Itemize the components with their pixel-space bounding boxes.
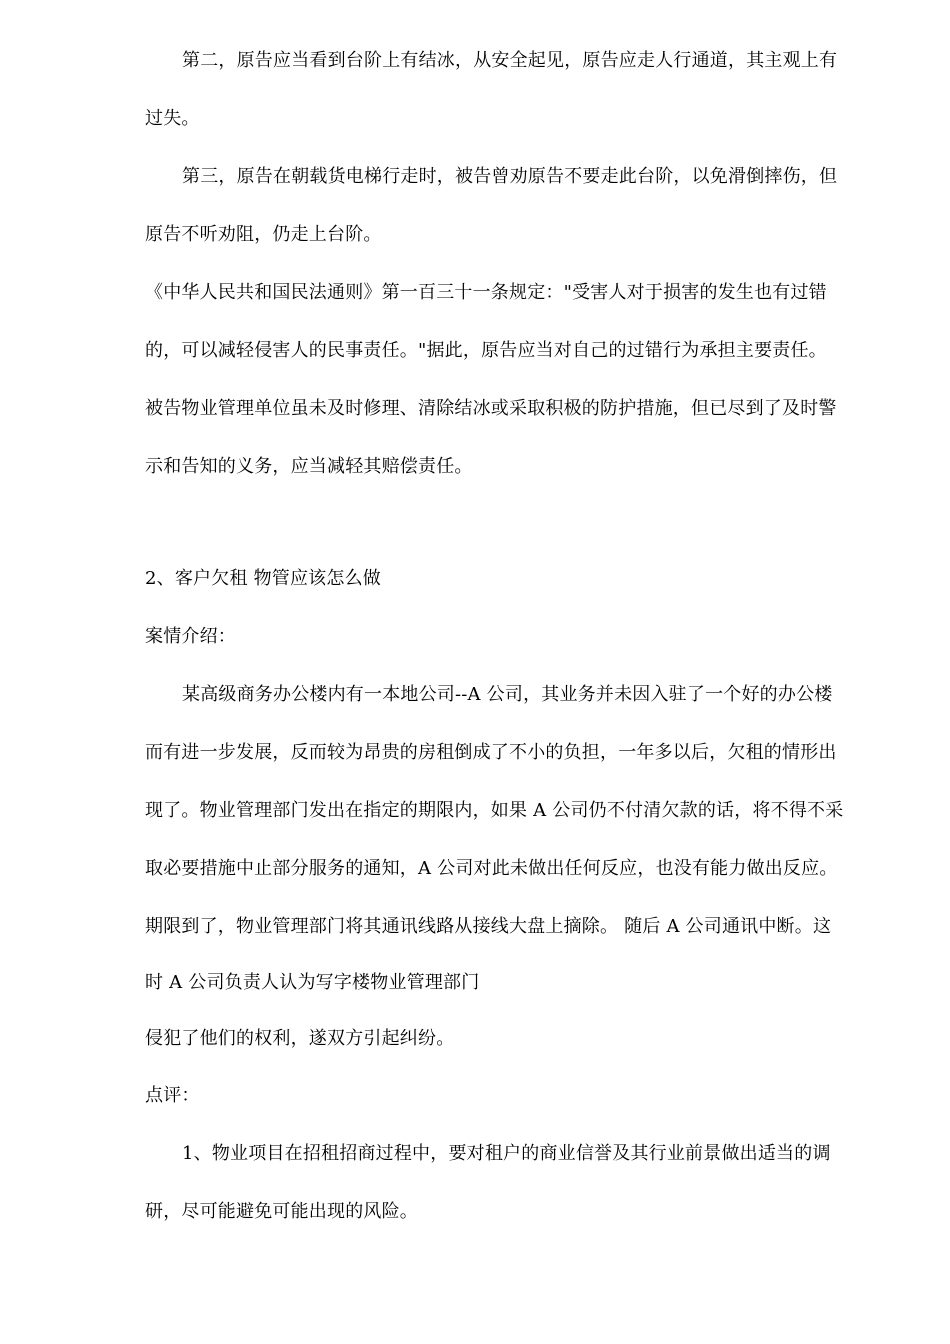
section-heading: 2、客户欠租 物管应该怎么做 [145, 568, 381, 589]
text-line: 第二，原告应当看到台阶上有结冰，从安全起见，原告应走人行通道，其主观上有 [182, 50, 838, 71]
text-line: 取必要措施中止部分服务的通知，A 公司对此未做出任何反应，也没有能力做出反应。 [145, 858, 838, 879]
text-line: 被告物业管理单位虽未及时修理、清除结冰或采取积极的防护措施，但已尽到了及时警 [145, 398, 837, 419]
text-line: 原告不听劝阻，仍走上台阶。 [145, 224, 382, 245]
text-line: 研，尽可能避免可能出现的风险。 [145, 1201, 418, 1222]
text-line: 某高级商务办公楼内有一本地公司--A 公司，其业务并未因入驻了一个好的办公楼 [182, 684, 833, 705]
text-line: 的，可以减轻侵害人的民事责任。"据此，原告应当对自己的过错行为承担主要责任。 [145, 340, 827, 361]
text-line: 第三，原告在朝载货电梯行走时，被告曾劝原告不要走此台阶，以免滑倒摔伤，但 [182, 166, 838, 187]
text-line: 时 A 公司负责人认为写字楼物业管理部门 [145, 972, 480, 993]
subheading-case-intro: 案情介绍： [145, 626, 236, 647]
subheading-comment: 点评： [145, 1085, 200, 1106]
text-line: 而有进一步发展，反而较为昂贵的房租倒成了不小的负担，一年多以后，欠租的情形出 [145, 742, 837, 763]
text-line: 示和告知的义务，应当减轻其赔偿责任。 [145, 456, 473, 477]
text-line: 现了。物业管理部门发出在指定的期限内，如果 A 公司仍不付清欠款的话，将不得不采 [145, 800, 844, 821]
text-line: 过失。 [145, 108, 200, 129]
text-line: 期限到了，物业管理部门将其通讯线路从接线大盘上摘除。 随后 A 公司通讯中断。这 [145, 916, 832, 937]
text-line: 1、物业项目在招租招商过程中，要对租户的商业信誉及其行业前景做出适当的调 [182, 1143, 831, 1164]
text-line: 侵犯了他们的权利，遂双方引起纠纷。 [145, 1028, 455, 1049]
text-line: 《中华人民共和国民法通则》第一百三十一条规定："受害人对于损害的发生也有过错 [145, 282, 827, 303]
